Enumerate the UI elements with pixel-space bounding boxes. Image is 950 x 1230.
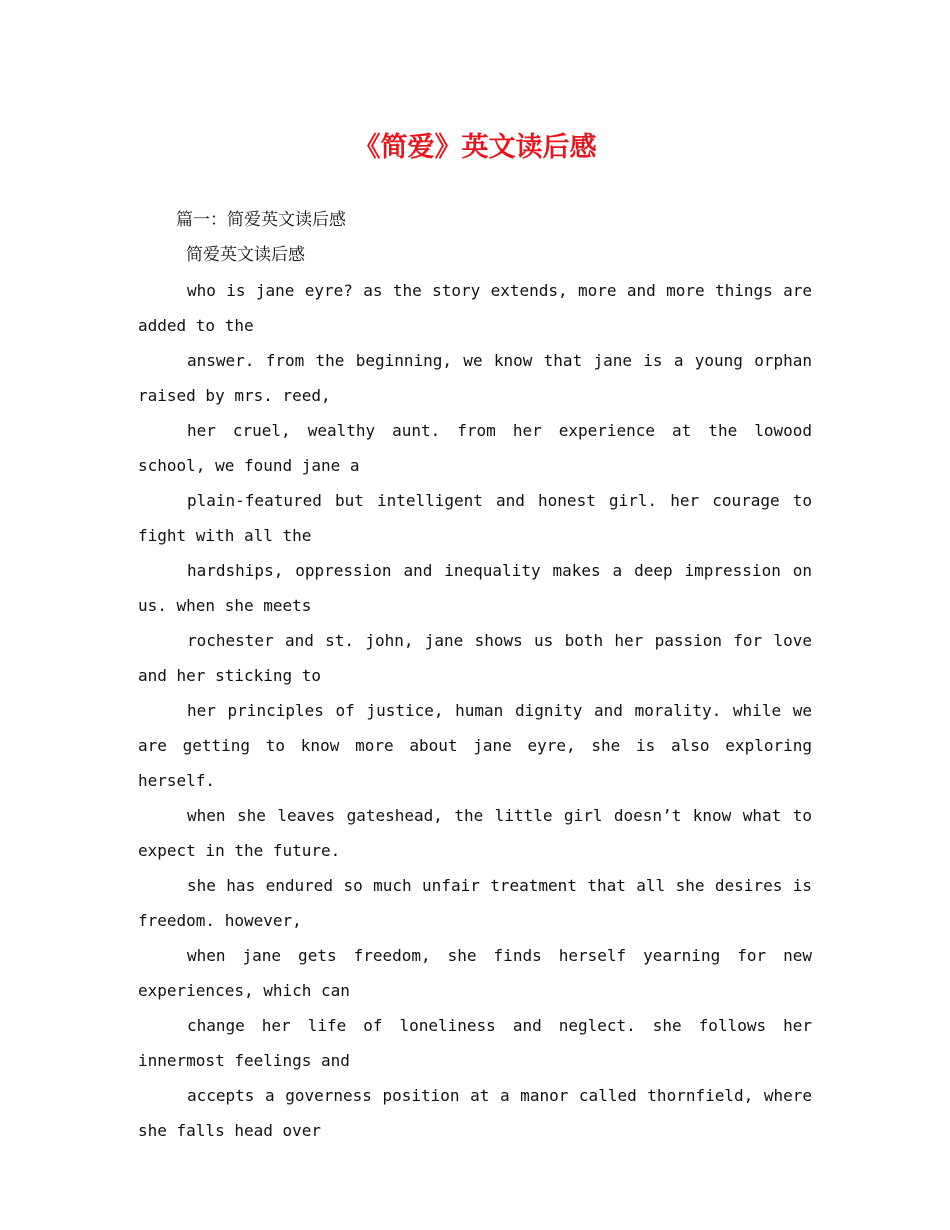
paragraph-12: accepts a governess position at a manor called thornfield, where she falls head over [138,1086,812,1140]
paragraph-10: when jane gets freedom, she finds herself yearning for new experiences, which can [138,946,812,1000]
document-title: 《简爱》英文读后感 [353,132,597,163]
document-body [138,203,812,1148]
paragraph-7: her principles of justice, human dignity and morality. while we are getting to know more about jane eyre, she is also exploring herself. [138,701,812,790]
paragraph-3: her cruel, wealthy aunt. from her experience at the lowood school, we found jane a [138,421,812,475]
paragraph-1: who is jane eyre? as the story extends, more and more things are added to the [138,281,812,335]
paragraph-11: change her life of loneliness and neglect. she follows her innermost feelings and [138,1016,812,1070]
paragraph-8: when she leaves gateshead, the little girl doesn’t know what to expect in the future. [138,806,812,860]
paragraph-2: answer. from the beginning, we know that jane is a young orphan raised by mrs. reed, [138,351,812,405]
paragraph-4: plain-featured but intelligent and honest girl. her courage to fight with all the [138,491,812,545]
sub-heading: 简爱英文读后感 [186,245,305,265]
paragraph-6: rochester and st. john, jane shows us both her passion for love and her sticking to [138,631,812,685]
section-heading: 篇一：简爱英文读后感 [176,210,346,230]
paragraph-5: hardships, oppression and inequality makes a deep impression on us. when she meets [138,561,812,615]
paragraph-9: she has endured so much unfair treatment that all she desires is freedom. however, [138,876,812,930]
